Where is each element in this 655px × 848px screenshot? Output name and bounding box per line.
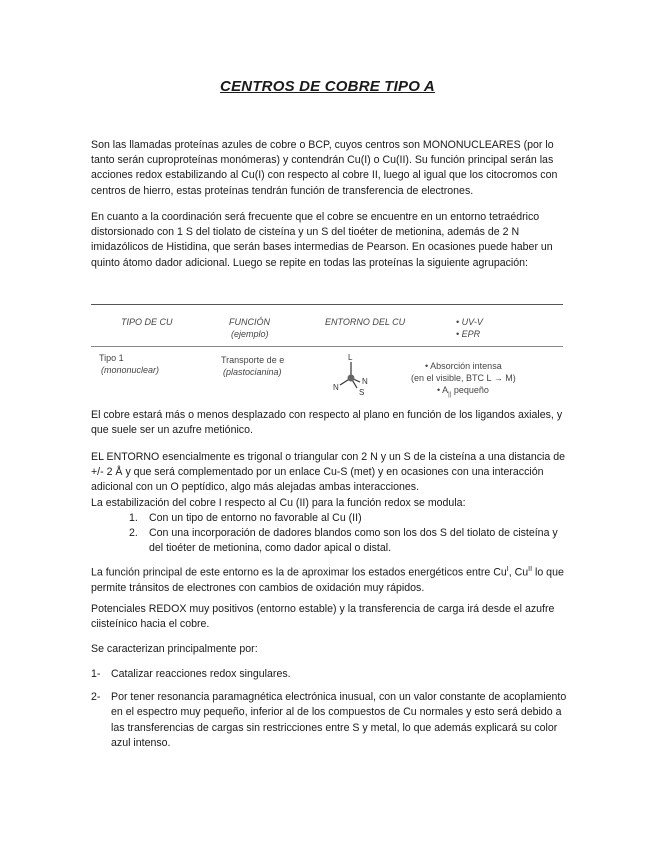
row-a-parallel: • $A_{||}$ pequeño	[437, 385, 489, 398]
header-uvv: • UV-V	[456, 317, 483, 327]
stabilization-text: La estabilización del cobre I respecto al Cu (II) para la función redox se modula:	[91, 496, 466, 509]
coordination-sketch	[323, 352, 383, 402]
header-tipo: TIPO DE CU	[121, 317, 173, 327]
entorno-text: EL ENTORNO esencialmente es trigonal o triangular con 2 N y un S de la cisteína a una distancia de +/- 2 Å y que será complementado por un enlace Cu-S (met) y en ocasiones con una interacción adicional con un O peptídico, algo más alejadas ambas interacciones.	[91, 451, 566, 494]
ligand-L-label: L	[348, 353, 353, 362]
row-funcion-sub: (plastocianina)	[223, 367, 282, 377]
displacement-paragraph	[91, 408, 569, 438]
page-title: CENTROS DE COBRE TIPO A	[220, 78, 435, 95]
table-header-rule	[91, 346, 563, 347]
coordination-text: En cuanto a la coordinación será frecuente que el cobre se encuentre en un entorno tetraédrico distorsionado con 1 S del tiolato de cisteína y un S del tioéter de metionina, además de 2 N imidazólicos de Histidina, que serán bases intermedias de Pearson. En ocasiones puede haber un quinto átomo dador adicional. Luego se repite en todas las proteínas la siguiente agrupación:	[91, 211, 553, 269]
funcion-text: La función principal de este entorno es la de aproximar los estados energéticos entre $Cu^I$, $Cu^{II}$ lo que permite tránsitos de electrones con cambios de oxidación muy rápidos.	[91, 566, 564, 594]
list-item: 1- Catalizar reacciones redox singulares.	[91, 668, 291, 680]
ligand-S-label: S	[359, 388, 365, 397]
header-entorno: ENTORNO DEL CU	[325, 317, 406, 327]
row-tipo-sub: (mononuclear)	[101, 365, 160, 375]
copper-type-table	[91, 304, 563, 410]
potenciales-paragraph	[91, 602, 569, 632]
modulation-list	[91, 511, 569, 557]
header-epr: • EPR	[456, 329, 481, 339]
header-funcion-sub: (ejemplo)	[231, 329, 269, 339]
entorno-paragraph	[91, 450, 569, 556]
intro-paragraph	[91, 138, 569, 199]
list-item: 2. Con una incorporación de dadores blandos como son los dos S del tiolato de cisteína y del tioéter de metionina, como dador apical o distal.	[129, 527, 558, 555]
row-absorcion: • Absorción intensa	[425, 361, 502, 371]
ligand-N1-label: N	[333, 383, 339, 392]
row-visible: (en el visible, BTC L → M)	[411, 373, 516, 383]
list-item: 2- Por tener resonancia paramagnética electrónica inusual, con un valor constante de acoplamiento en el espectro muy pequeño, inferior al de los compuestos de Cu normales y esto será debido a las transferencias de cargas sin restricciones entre S y metal, lo que además explicará su color azul intenso.	[91, 691, 567, 749]
row-funcion: Transporte de e	[221, 355, 285, 365]
features-paragraph	[91, 667, 569, 759]
table-top-rule	[91, 304, 563, 305]
coordination-paragraph	[91, 210, 569, 271]
ligand-N2-label: N	[362, 377, 368, 386]
caracterizan-paragraph	[91, 642, 569, 657]
potenciales-text: Potenciales REDOX muy positivos (entorno estable) y la transferencia de carga irá desde el azufre ciisteínico hacia el cobre.	[91, 603, 555, 631]
row-tipo: Tipo 1	[99, 353, 124, 363]
displacement-text: El cobre estará más o menos desplazado con respecto al plano en función de los ligandos axiales, y que suele ser un azufre metiónico.	[91, 409, 563, 437]
header-funcion: FUNCIÓN	[229, 317, 270, 327]
intro-text: Son las llamadas proteínas azules de cobre o BCP, cuyos centros son MONONUCLEARES (por lo tanto serán cuproproteínas monómeras) y contendrán Cu(I) o Cu(II). Su función principal serán las acciones redox estabilizando al Cu(I) con respecto al cobre II, luego al igual que los citocromos con centros de hierro, estas proteínas tendrán función de transferencia de electrones.	[91, 139, 558, 197]
caracterizan-text: Se caracterizan principalmente por:	[91, 643, 258, 655]
list-item: 1. Con un tipo de entorno no favorable al Cu (II)	[129, 511, 362, 524]
funcion-paragraph	[91, 562, 569, 596]
features-list	[91, 667, 569, 751]
